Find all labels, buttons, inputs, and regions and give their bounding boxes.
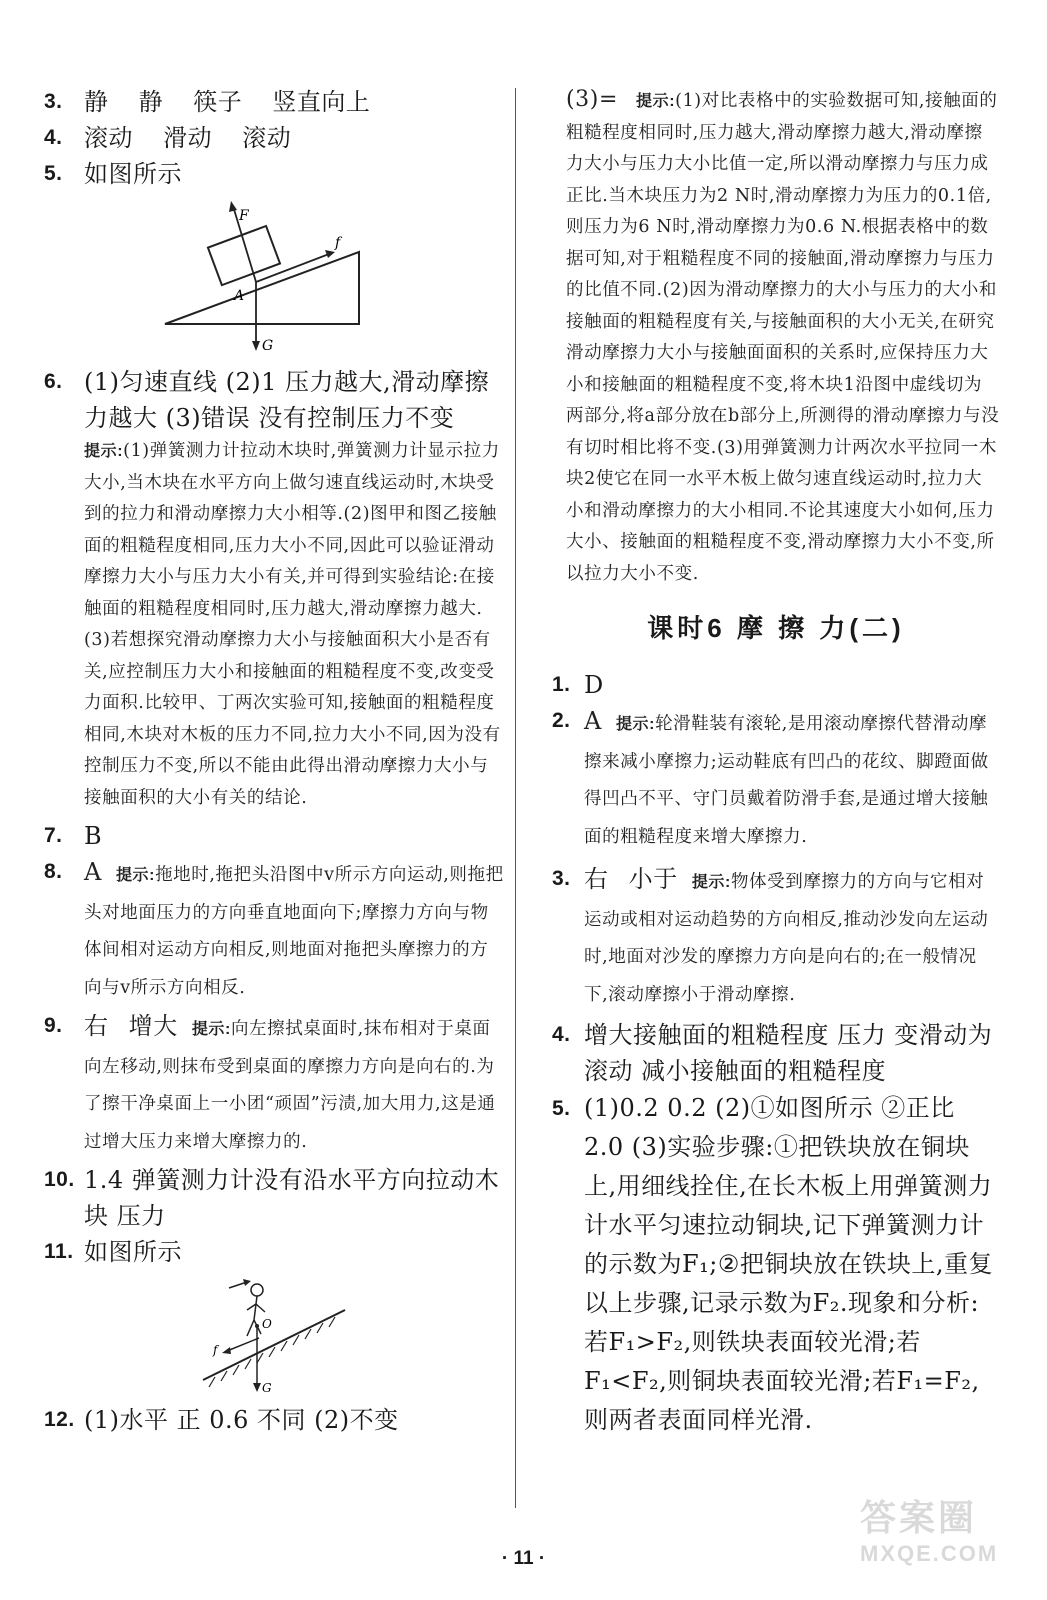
lesson6-answer-4: 4. 增大接触面的粗糙程度 压力 变滑动为滚动 减小接触面的粗糙程度 <box>552 1021 993 1085</box>
answer-12: 12. (1)水平 正 0.6 不同 (2)不变 <box>44 1406 399 1434</box>
section-title: 课时6 摩 擦 力(二) <box>647 613 905 643</box>
answer-7: 7. B <box>44 822 103 850</box>
answer-3-part-3: 筷子 <box>193 88 243 116</box>
lesson6-answer-5: 5. (1)0.2 0.2 (2)①如图所示 ②正比 2.0 (3)实验步骤:①把铁块放在铜块上,用细线拴住,在长木板上用弹簧测力计水平匀速拉动铜块,记下弹簧测力计的示数为F₁;②把铜块放在铁块上,重复以上步骤,记录示数为F₂.现象和分析:若F₁>F₂,则铁块表面较光滑;若F₁<F₂,则铜块表面较光滑;若F₁=F₂,则两者表面同样光滑. <box>552 1094 994 1434</box>
answer-4-part-2: 滑动 <box>163 124 213 152</box>
force-label-F: F <box>239 208 249 224</box>
block-label-A: A <box>234 288 245 304</box>
answer-3-part-4: 竖直向上 <box>272 88 371 116</box>
force-label-f-2: f <box>213 1343 218 1357</box>
page-number: · 11 · <box>501 1548 546 1569</box>
right-column <box>552 84 1000 1440</box>
hint-6: 提示:(1)弹簧测力计拉动木块时,弹簧测力计显示拉力大小,当木块在水平方向上做匀速直线运动时,木块受到的拉力和滑动摩擦力大小相等.(2)图甲和图乙接触面的粗糙程度相同,压力大小不同,因此可以验证滑动摩擦力大小与压力大小有关,并可得到实验结论:在接触面的粗糙程度相同时,压力越大,滑动摩擦力越大.(3)若想探究滑动摩擦力大小与接触面积大小是否有关,应控制压力大小和接触面的粗糙程度不变,改变受力面积.比较甲、丁两次实验可知,接触面的粗糙程度相同,木块对木板的压力不同,拉力大小不同,因为没有控制压力不变,所以不能由此得出滑动摩擦力大小与接触面积的大小有关的结论. <box>84 441 501 808</box>
answer-4-part-1: 滚动 <box>84 124 133 152</box>
answer-4-part-3: 滚动 <box>242 124 292 152</box>
answer-9: 9. 右 增大 提示:向左擦拭桌面时,抹布相对于桌面向左移动,则抹布受到桌面的摩擦力方向是向右的.为了擦干净桌面上一小团“顽固”污渍,加大用力,这是通过增大压力来增大摩擦力的. <box>44 1012 496 1152</box>
answer-10: 10. 1.4 弹簧测力计没有沿水平方向拉动木 块 压力 <box>44 1166 500 1230</box>
force-label-G-2: G <box>262 1381 272 1395</box>
point-label-O: O <box>262 1317 272 1331</box>
answer-3-part-1: 静 <box>84 88 109 116</box>
lesson6-answer-1: 1. D <box>552 671 604 699</box>
answer-5: 5. 如图所示 <box>44 160 182 188</box>
answer-8: 8. A 提示:拖地时,拖把头沿图中v所示方向运动,则拖把头对地面压力的方向垂直地面向下;摩擦力方向与物体间相对运动方向相反,则地面对拖把头摩擦力的方向与v所示方向相反. <box>44 858 504 998</box>
force-label-f: f <box>335 235 341 251</box>
column-divider <box>515 88 516 1508</box>
answer-11: 11. 如图所示 <box>44 1238 182 1266</box>
watermark: 答案圈 MXQE.COM <box>860 1497 999 1566</box>
answer-3: 3. 静 静 筷子 竖直向上 <box>44 88 371 116</box>
lesson6-answer-3: 3. 右 小于 提示:物体受到摩擦力的方向与它相对运动或相对运动趋势的方向相反,推动沙发向左运动时,地面对沙发的摩擦力方向是向右的;在一般情况下,滚动摩擦小于滑动摩擦. <box>552 865 989 1005</box>
answer-3-part-2: 静 <box>138 88 164 116</box>
incline-force-diagram <box>159 198 389 358</box>
answer-12-continued: (3)= 提示:(1)对比表格中的实验数据可知,接触面的粗糙程度相同时,压力越大,滑动摩擦力越大,滑动摩擦力大小与压力大小比值一定,所以滑动摩擦力与压力成正比.当木块压力为2 N时,滑动摩擦力为压力的0.1倍,则压力为6 N时,滑动摩擦力为0.6 N.根据表格中的数据可知,对于粗糙程度不同的接触面,滑动摩擦力与压力的比值不同.(2)因为滑动摩擦力的大小与压力的大小和接触面的粗糙程度有关,与接触面积的大小无关,在研究滑动摩擦力大小与接触面面积的关系时,应保持压力大小和接触面的粗糙程度不变,将木块1沿图中虚线切为两部分,将a部分放在b部分上,所测得的滑动摩擦力与没有切时相比将不变.(3)用弹簧测力计两次水平拉同一木块2使它在同一水平木板上做匀速直线运动时,拉力大小和滑动摩擦力的大小相同.不论其速度大小如何,压力大小、接触面的粗糙程度不变,滑动摩擦力大小不变,所以拉力大小不变. <box>566 87 1000 584</box>
force-label-G: G <box>262 338 274 354</box>
answer-4: 4. 滚动 滑动 滚动 <box>44 124 292 152</box>
lesson6-answer-2: 2. A 提示:轮滑鞋装有滚轮,是用滚动摩擦代替滑动摩擦来减小摩擦力;运动鞋底有凹凸的花纹、脚蹬面做得凹凸不平、守门员戴着防滑手套,是通过增大接触面的粗糙程度来增大摩擦力. <box>552 707 989 847</box>
person-on-slope-diagram <box>199 1276 349 1396</box>
left-column <box>44 84 504 1438</box>
answer-6: 6. (1)匀速直线 (2)1 压力越大,滑动摩擦 力越大 (3)错误 没有控制压力不变 提示:(1)弹簧测力计拉动木块时,弹簧测力计显示拉力大小,当木块在水平方向上做匀速直线运动时,木块受到的拉力和滑动摩擦力大小相等.(2)图甲和图乙接触面的粗糙程度相同,压力大小不同,因此可以验证滑动摩擦力大小与压力大小有关,并可得到实验结论:在接触面的粗糙程度相同时,压力越大,滑动摩擦力越大.(3)若想探究滑动摩擦力大小与接触面积大小是否有关,应控制压力大小和接触面的粗糙程度不变,改变受力面积.比较甲、丁两次实验可知,接触面的粗糙程度相同,木块对木板的压力不同,拉力大小不同,因为没有控制压力不变,所以不能由此得出滑动摩擦力大小与接触面积的大小有关的结论. <box>44 364 504 814</box>
